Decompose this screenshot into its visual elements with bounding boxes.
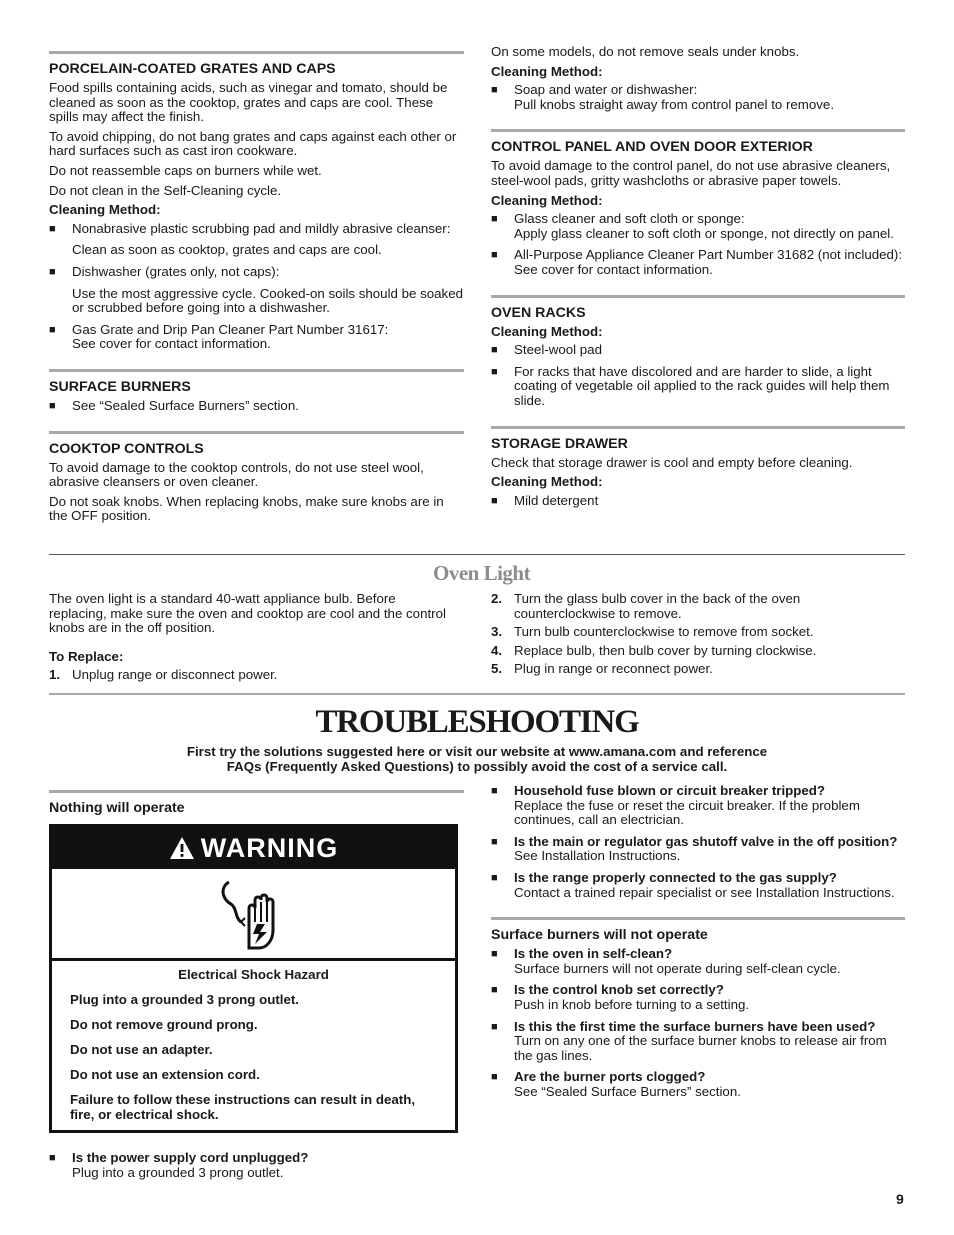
bullet-line: See cover for contact information. xyxy=(514,261,713,277)
step-number: 3. xyxy=(491,624,503,640)
paragraph: On some models, do not remove seals under knobs. xyxy=(491,44,800,59)
paragraph: Food spills containing acids, such as vinegar and tomato, should be cleaned as soon as the cooktop, grates and caps are cool. These spills may affect the finish. xyxy=(49,80,448,125)
step-text: Turn the glass bulb cover in the back of the oven counterclockwise to remove. xyxy=(514,591,801,621)
step-item xyxy=(49,668,449,683)
warning-body xyxy=(52,961,455,1130)
section-title: STORAGE DRAWER xyxy=(491,435,628,452)
section-title: Surface burners will not operate xyxy=(491,927,708,944)
warning-line: Do not use an adapter. xyxy=(70,1042,213,1057)
troubleshooting-title: TROUBLESHOOTING xyxy=(315,704,639,740)
step-text: Plug in range or reconnect power. xyxy=(514,661,713,677)
divider xyxy=(49,554,905,555)
warning-box xyxy=(49,824,458,1133)
paragraph: Do not clean in the Self-Cleaning cycle. xyxy=(49,182,282,198)
troubleshooting-right xyxy=(491,784,905,1117)
paragraph: To avoid chipping, do not bang grates and caps against each other or hard surfaces such as cast iron cookware. xyxy=(49,128,457,159)
paragraph: The oven light is a standard 40-watt appliance bulb. Before replacing, make sure the oven and cooktop are cool and the control knobs are in the off position. xyxy=(49,591,446,636)
answer: Plug into a grounded 3 prong outlet. xyxy=(72,1164,284,1180)
answer: Surface burners will not operate during self-clean cycle. xyxy=(514,960,841,976)
step-number: 2. xyxy=(491,591,503,606)
section-title: COOKTOP CONTROLS xyxy=(49,440,204,457)
paragraph: To avoid damage to the cooktop controls, do not use steel wool, abrasive cleansers or oven cleaner. xyxy=(49,459,424,490)
step-number: 5. xyxy=(491,661,503,677)
section-title: Nothing will operate xyxy=(49,800,185,816)
step-item xyxy=(491,625,905,640)
intro-line: FAQs (Frequently Asked Questions) to possibly avoid the cost of a service call. xyxy=(226,759,728,774)
section-nothing-continued xyxy=(491,784,905,900)
section-storage-drawer xyxy=(491,426,905,509)
cleaning-method-label: Cleaning Method: xyxy=(491,323,603,339)
bullet-line: Pull knobs straight away from control panel to remove. xyxy=(514,96,835,112)
paragraph: Do not soak knobs. When replacing knobs, make sure knobs are in the OFF position. xyxy=(49,493,444,524)
question: ■ Are the burner ports clogged? xyxy=(514,1069,706,1085)
question: ■ Is the range properly connected to the gas supply? xyxy=(514,869,837,885)
section-control-panel xyxy=(491,129,905,277)
bullet-item: ■ Mild detergent xyxy=(491,494,905,509)
intro-line: First try the solutions suggested here or visit our website at www.amana.com and reference xyxy=(186,744,768,759)
cleaning-method-label: Cleaning Method: xyxy=(491,192,603,208)
bullet-line: ■ Glass cleaner and soft cloth or sponge: xyxy=(514,211,745,227)
warning-line: Do not use an extension cord. xyxy=(70,1067,260,1082)
bullet-item: ■ See “Sealed Surface Burners” section. xyxy=(49,399,464,414)
section-cooktop-controls xyxy=(49,431,464,524)
troubleshooting-left xyxy=(49,790,464,1187)
bullet-item xyxy=(491,1020,905,1064)
question: ■ Is the main or regulator gas shutoff valve in the off position? xyxy=(514,833,898,849)
warning-label: WARNING xyxy=(200,832,339,863)
step-item xyxy=(491,644,905,659)
bullet-line: ■ All-Purpose Appliance Cleaner Part Number 31682 (not included): xyxy=(514,247,903,263)
step-number: 4. xyxy=(491,642,503,658)
section-surface-burners-not-operate xyxy=(491,917,905,1099)
warning-triangle-icon xyxy=(169,836,195,860)
oven-light-left xyxy=(49,592,449,687)
bullet-item xyxy=(491,212,905,241)
section-title: CONTROL PANEL AND OVEN DOOR EXTERIOR xyxy=(491,139,813,156)
question: ■ Is the oven in self-clean? xyxy=(514,946,673,962)
bullet-subtext: Clean as soon as cooktop, grates and caps are cool. xyxy=(72,242,382,258)
answer: Push in knob before turning to a setting. xyxy=(514,996,750,1012)
section-nothing-operates xyxy=(49,790,464,1180)
section-surface-burners xyxy=(49,369,464,414)
bullet-item: ■ Dishwasher (grates only, not caps): xyxy=(49,265,464,280)
bullet-item xyxy=(491,1070,905,1099)
question: ■ Household fuse blown or circuit breaker tripped? xyxy=(514,783,826,798)
bullet-line: Apply glass cleaner to soft cloth or sponge, not directly on panel. xyxy=(514,225,894,241)
answer: See Installation Instructions. xyxy=(514,848,681,864)
to-replace-label: To Replace: xyxy=(49,648,124,664)
question: ■ Is the power supply cord unplugged? xyxy=(72,1150,309,1165)
warning-line: Failure to follow these instructions can result in death, fire, or electrical shock. xyxy=(70,1092,416,1122)
bullet-item: ■ Nonabrasive plastic scrubbing pad and mildly abrasive cleanser: xyxy=(49,222,464,237)
shock-hazard-icon xyxy=(52,869,455,961)
bullet-item: ■ For racks that have discolored and are harder to slide, a light coating of vegetable oil applied to the rack guides will help them slide. xyxy=(491,365,905,409)
step-number: 1. xyxy=(49,667,61,683)
question: ■ Is the control knob set correctly? xyxy=(514,982,724,998)
section-title: PORCELAIN-COATED GRATES AND CAPS xyxy=(49,61,336,77)
bullet-item xyxy=(49,323,464,352)
bullet-item xyxy=(491,83,905,112)
paragraph: Check that storage drawer is cool and empty before cleaning. xyxy=(491,454,853,470)
warning-line: Plug into a grounded 3 prong outlet. xyxy=(70,992,299,1007)
bullet-item xyxy=(491,784,905,828)
step-text: Replace bulb, then bulb cover by turning clockwise. xyxy=(514,642,817,658)
oven-light-title: Oven Light xyxy=(433,561,531,585)
section-title: OVEN RACKS xyxy=(491,304,586,321)
bullet-item xyxy=(491,871,905,900)
section-knobs xyxy=(491,45,905,112)
bullet-line: See cover for contact information. xyxy=(72,336,271,352)
step-text: Unplug range or disconnect power. xyxy=(72,667,278,683)
bullet-item xyxy=(491,947,905,976)
page-number: 9 xyxy=(896,1191,904,1207)
cleaning-method-label: Cleaning Method: xyxy=(491,63,603,79)
cleaning-left-column xyxy=(49,51,464,541)
step-item xyxy=(491,662,905,677)
warning-line: Do not remove ground prong. xyxy=(70,1017,258,1032)
answer: Contact a trained repair specialist or see Installation Instructions. xyxy=(514,884,895,900)
cleaning-method-label: Cleaning Method: xyxy=(49,202,161,218)
bullet-item xyxy=(49,1151,464,1180)
cleaning-method-label: Cleaning Method: xyxy=(491,474,603,490)
cleaning-right-column xyxy=(491,45,905,525)
bullet-item: ■ Steel-wool pad xyxy=(491,343,905,358)
troubleshooting-intro xyxy=(120,744,834,774)
warning-header xyxy=(52,827,455,869)
section-grates xyxy=(49,51,464,352)
answer: Turn on any one of the surface burner knobs to release air from the gas lines. xyxy=(514,1033,887,1063)
step-item xyxy=(491,592,905,621)
step-text: Turn bulb counterclockwise to remove from socket. xyxy=(514,624,814,640)
paragraph: Do not reassemble caps on burners while wet. xyxy=(49,162,322,178)
section-title: SURFACE BURNERS xyxy=(49,378,191,395)
paragraph: To avoid damage to the control panel, do not use abrasive cleaners, steel-wool pads, gritty washcloths or abrasive paper towels. xyxy=(491,158,891,188)
bullet-item xyxy=(491,835,905,864)
bullet-item xyxy=(491,983,905,1012)
section-oven-racks xyxy=(491,295,905,409)
answer: See “Sealed Surface Burners” section. xyxy=(514,1083,741,1099)
hazard-title: Electrical Shock Hazard xyxy=(178,967,329,982)
bullet-line: ■ Gas Grate and Drip Pan Cleaner Part Number 31617: xyxy=(72,321,389,337)
bullet-subtext: Use the most aggressive cycle. Cooked-on soils should be soaked or scrubbed before going into a dishwasher. xyxy=(72,285,463,316)
answer: Replace the fuse or reset the circuit breaker. If the problem continues, call an electrician. xyxy=(514,797,860,828)
oven-light-right xyxy=(491,592,905,681)
question: ■ Is this the first time the surface burners have been used? xyxy=(514,1018,876,1034)
bullet-item xyxy=(491,248,905,277)
divider xyxy=(49,693,905,695)
bullet-line: ■ Soap and water or dishwasher: xyxy=(514,82,698,98)
